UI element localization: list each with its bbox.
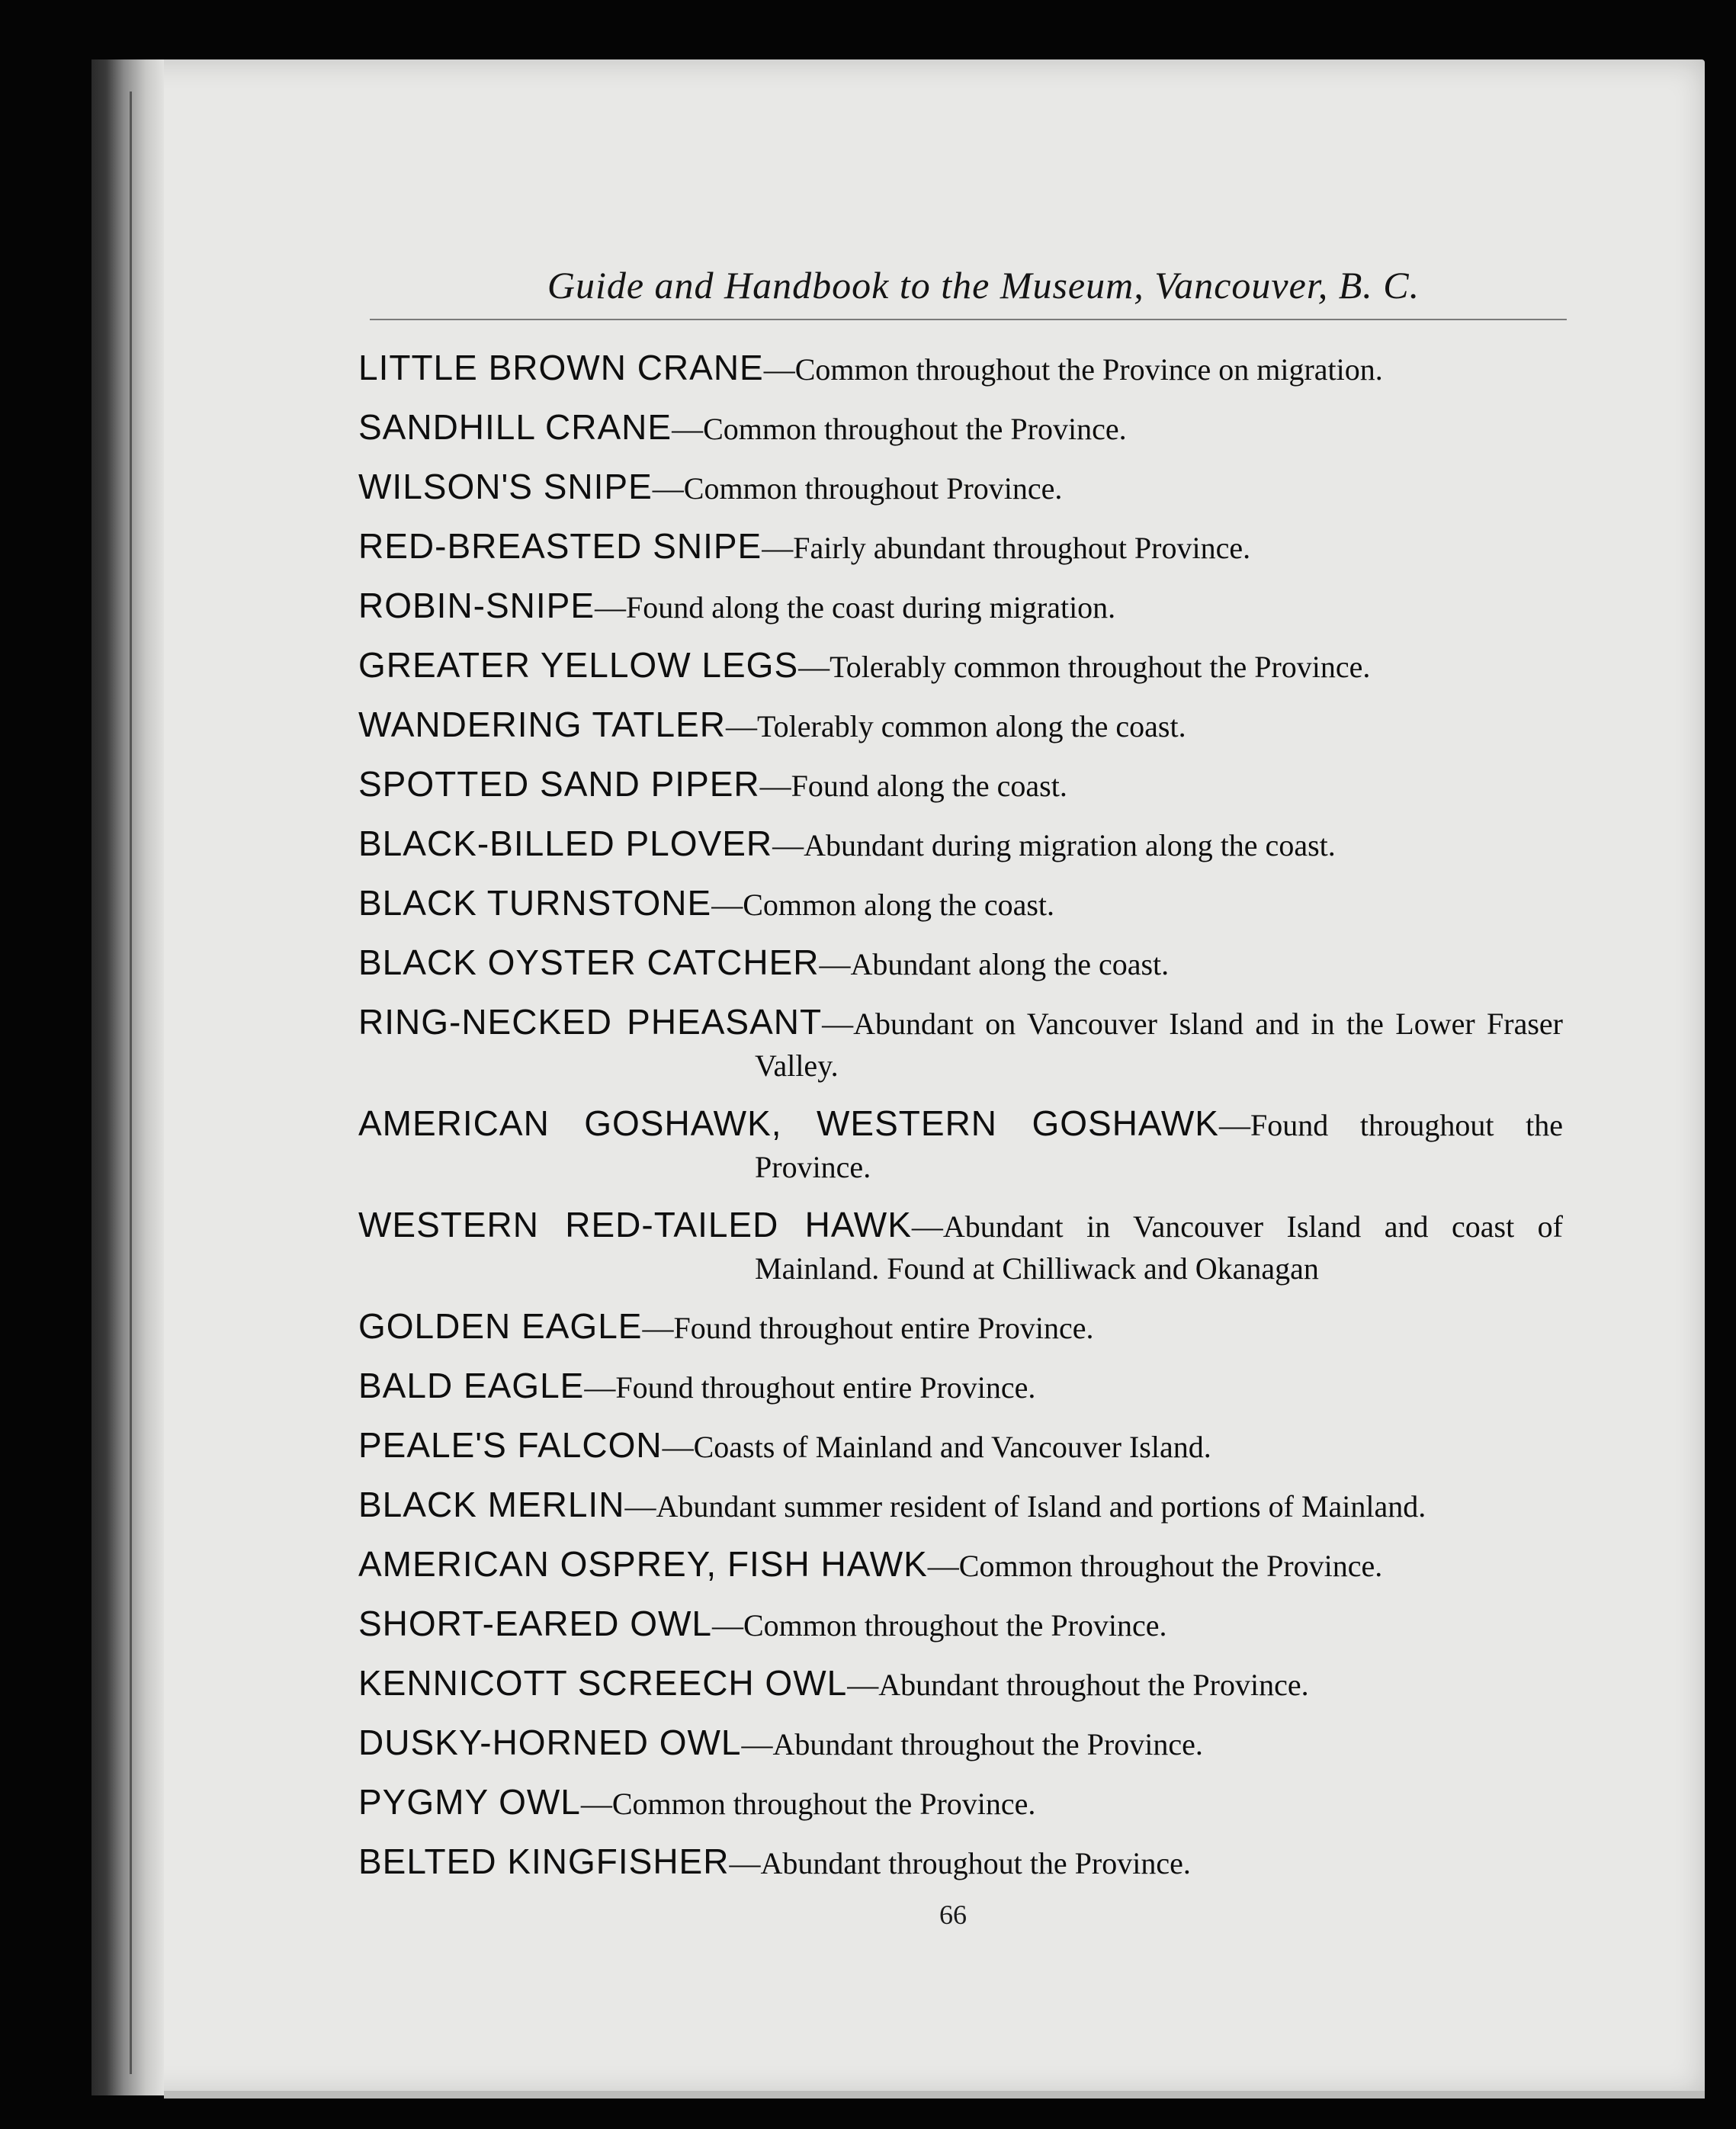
bird-description: Common throughout the Province. xyxy=(611,1787,1036,1821)
bird-entry: SHORT-EARED OWL—Common throughout the Province. xyxy=(358,1604,1167,1643)
bird-name: RED-BREASTED SNIPE xyxy=(358,526,762,566)
bird-description: Common throughout the Province. xyxy=(703,412,1127,446)
bird-entry: BLACK-BILLED PLOVER—Abundant during migration along the coast. xyxy=(358,824,1336,863)
bird-description: Found along the coast. xyxy=(791,769,1067,803)
bird-entry: GOLDEN EAGLE—Found throughout entire Province. xyxy=(358,1306,1094,1346)
bird-description: Coasts of Mainland and Vancouver Island. xyxy=(693,1430,1211,1464)
bird-name: AMERICAN GOSHAWK, WESTERN GOSHAWK xyxy=(358,1103,1219,1143)
bird-name: PYGMY OWL xyxy=(358,1782,581,1822)
bird-entry: DUSKY-HORNED OWL—Abundant throughout the Province. xyxy=(358,1723,1203,1762)
bird-name: LITTLE BROWN CRANE xyxy=(358,348,764,387)
bird-name: SHORT-EARED OWL xyxy=(358,1604,712,1643)
bird-name: GREATER YELLOW LEGS xyxy=(358,645,799,685)
bird-description: Abundant throughout the Province. xyxy=(772,1727,1203,1761)
bird-entry: RED-BREASTED SNIPE—Fairly abundant throughout Province. xyxy=(358,526,1251,566)
bird-description: Tolerably common along the coast. xyxy=(757,709,1186,743)
bird-name: RING-NECKED PHEASANT xyxy=(358,1002,823,1042)
bird-entry: AMERICAN GOSHAWK, WESTERN GOSHAWK—Found throughout the Province. xyxy=(358,1103,1563,1184)
bird-description: Abundant along the coast. xyxy=(850,947,1170,981)
bird-entry: WILSON'S SNIPE—Common throughout Province. xyxy=(358,467,1063,506)
bird-entry: KENNICOTT SCREECH OWL—Abundant throughout the Province. xyxy=(358,1663,1309,1703)
bird-entry: BLACK TURNSTONE—Common along the coast. xyxy=(358,883,1055,923)
bird-description: Abundant during migration along the coast. xyxy=(804,828,1336,862)
bird-name: DUSKY-HORNED OWL xyxy=(358,1723,742,1762)
bird-name: KENNICOTT SCREECH OWL xyxy=(358,1663,848,1703)
bird-name: AMERICAN OSPREY, FISH HAWK xyxy=(358,1544,928,1584)
bird-description: Abundant throughout the Province. xyxy=(760,1846,1191,1880)
bird-entry: LITTLE BROWN CRANE—Common throughout the Province on migration. xyxy=(358,348,1383,387)
bird-entry: GREATER YELLOW LEGS—Tolerably common throughout the Province. xyxy=(358,645,1371,685)
bird-name: SANDHILL CRANE xyxy=(358,407,672,447)
bird-name: PEALE'S FALCON xyxy=(358,1425,663,1465)
bird-name: BLACK TURNSTONE xyxy=(358,883,712,923)
bird-entry: PEALE'S FALCON—Coasts of Mainland and Vancouver Island. xyxy=(358,1425,1211,1465)
bird-entry: BLACK MERLIN—Abundant summer resident of Island and portions of Mainland. xyxy=(358,1485,1426,1524)
bird-name: WESTERN RED-TAILED HAWK xyxy=(358,1205,912,1244)
bird-description: Common throughout Province. xyxy=(683,471,1063,506)
bird-description: Found throughout entire Province. xyxy=(673,1311,1094,1345)
bird-description: Abundant throughout the Province. xyxy=(878,1668,1309,1702)
bird-entry: RING-NECKED PHEASANT—Abundant on Vancouver Island and in the Lower Fraser Valley. xyxy=(358,1002,1563,1083)
bird-entry: BELTED KINGFISHER—Abundant throughout the Province. xyxy=(358,1842,1191,1881)
bird-name: BLACK MERLIN xyxy=(358,1485,625,1524)
book-binding xyxy=(91,59,164,2095)
bird-description: Found along the coast during migration. xyxy=(626,590,1116,625)
bird-description: Found throughout entire Province. xyxy=(615,1370,1036,1405)
bird-entry: SPOTTED SAND PIPER—Found along the coast. xyxy=(358,764,1067,804)
bird-name: WILSON'S SNIPE xyxy=(358,467,653,506)
page-number: 66 xyxy=(939,1899,967,1930)
bird-entry: WESTERN RED-TAILED HAWK—Abundant in Vancouver Island and coast of Mainland. Found at Chilliwack and Okanagan xyxy=(358,1205,1563,1286)
bird-entry: BALD EAGLE—Found throughout entire Province. xyxy=(358,1366,1036,1405)
header-rule xyxy=(370,319,1567,320)
bird-description: Abundant in Vancouver Island and coast of Mainland. Found at Chilliwack and Okanagan xyxy=(755,1209,1563,1286)
bird-description: Common throughout the Province. xyxy=(958,1549,1383,1583)
bird-name: BALD EAGLE xyxy=(358,1366,585,1405)
bird-description: Abundant summer resident of Island and portions of Mainland. xyxy=(656,1489,1426,1524)
binding-crease xyxy=(130,92,132,2074)
bird-list xyxy=(358,347,1563,1900)
bird-description: Common throughout the Province on migration. xyxy=(794,352,1383,387)
bird-name: ROBIN-SNIPE xyxy=(358,586,595,625)
bird-entry: PYGMY OWL—Common throughout the Province. xyxy=(358,1782,1036,1822)
bird-description: Fairly abundant throughout Province. xyxy=(793,531,1251,565)
bird-name: BLACK OYSTER CATCHER xyxy=(358,942,820,982)
page-bottom-edge xyxy=(164,2091,1705,2098)
bird-entry: WANDERING TATLER—Tolerably common along the coast. xyxy=(358,705,1186,744)
bird-description: Found throughout the Province. xyxy=(755,1108,1563,1184)
bird-name: WANDERING TATLER xyxy=(358,705,726,744)
bird-name: BLACK-BILLED PLOVER xyxy=(358,824,773,863)
bird-entry: BLACK OYSTER CATCHER—Abundant along the coast. xyxy=(358,942,1170,982)
bird-name: SPOTTED SAND PIPER xyxy=(358,764,760,804)
bird-entry: ROBIN-SNIPE—Found along the coast during migration. xyxy=(358,586,1116,625)
running-title: Guide and Handbook to the Museum, Vancouver, B. C. xyxy=(547,264,1420,307)
bird-name: GOLDEN EAGLE xyxy=(358,1306,643,1346)
bird-description: Abundant on Vancouver Island and in the Lower Fraser Valley. xyxy=(755,1007,1563,1083)
bird-description: Common throughout the Province. xyxy=(743,1608,1167,1643)
bird-name: BELTED KINGFISHER xyxy=(358,1842,730,1881)
bird-entry: AMERICAN OSPREY, FISH HAWK—Common throughout the Province. xyxy=(358,1544,1383,1584)
bird-description: Common along the coast. xyxy=(743,888,1055,922)
bird-entry: SANDHILL CRANE—Common throughout the Province. xyxy=(358,407,1127,447)
bird-description: Tolerably common throughout the Province. xyxy=(829,650,1371,684)
